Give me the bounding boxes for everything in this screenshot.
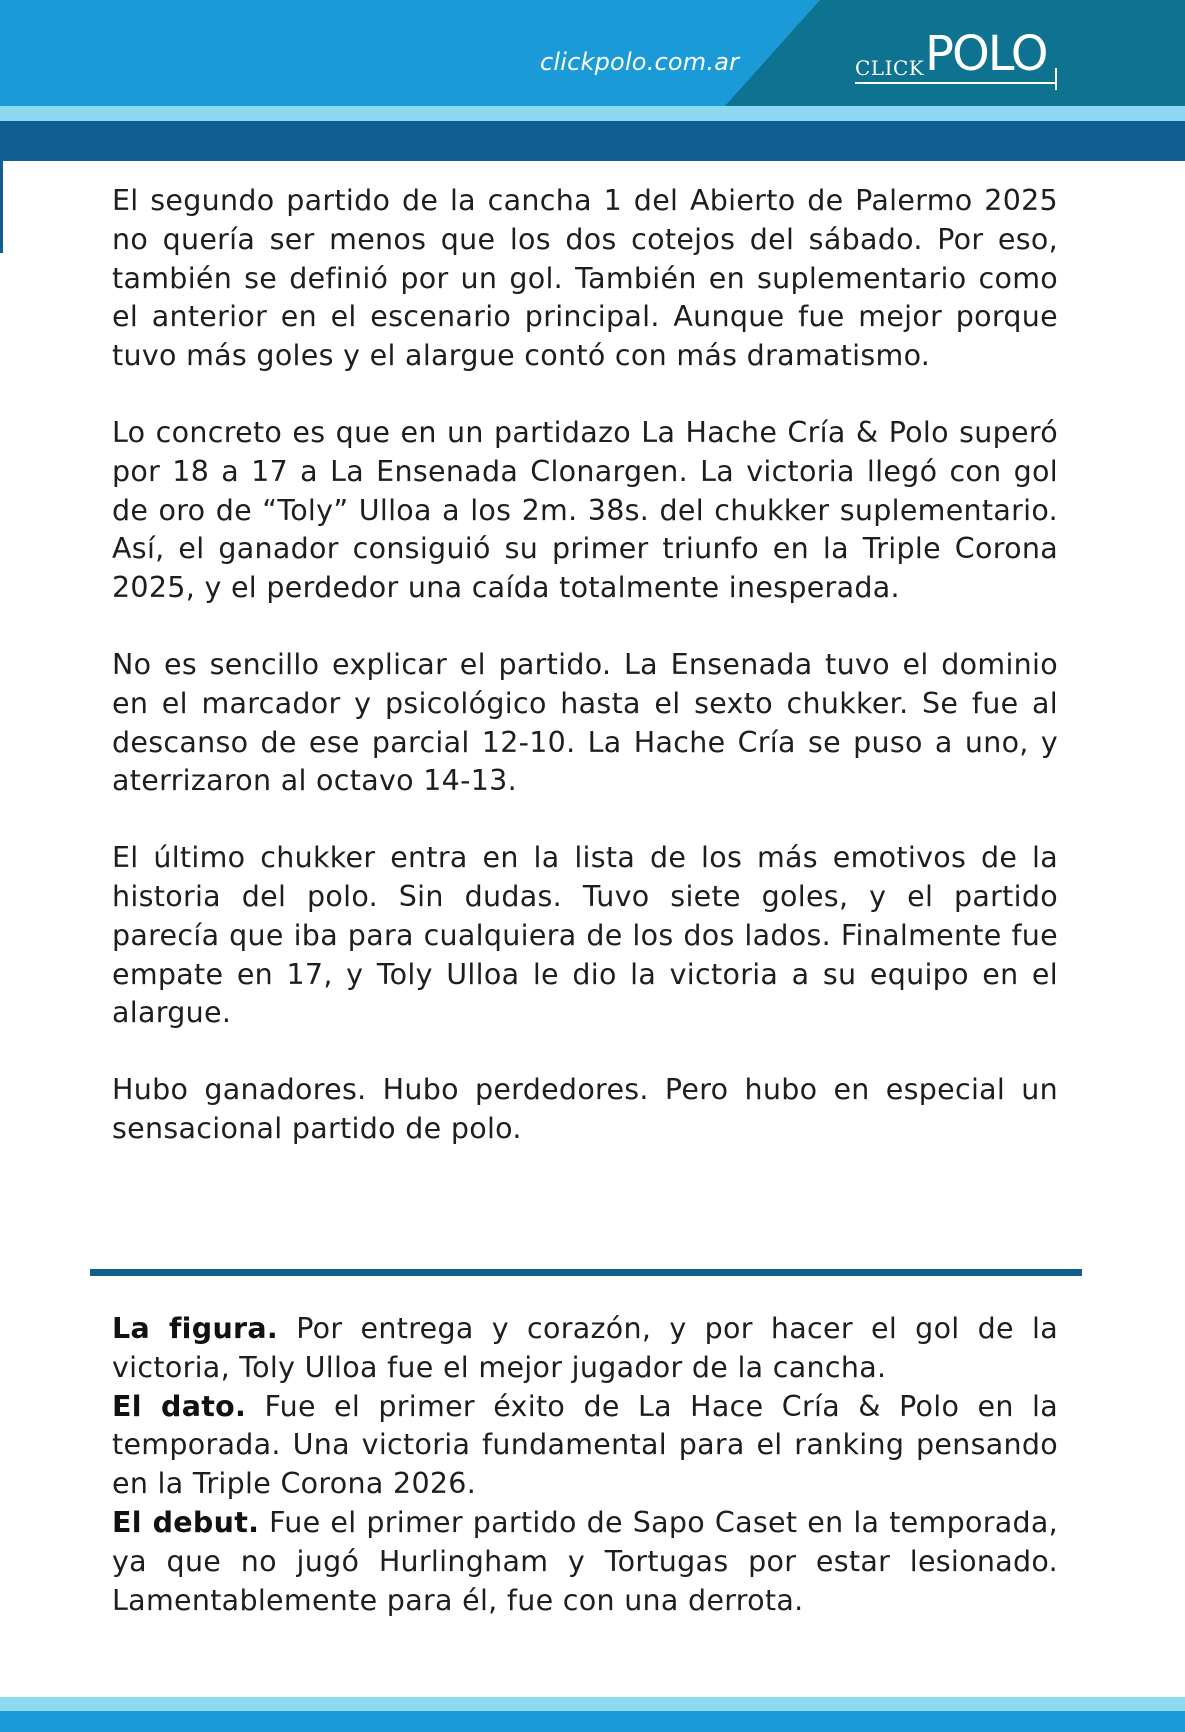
article-paragraph: El segundo partido de la cancha 1 del Abierto de Palermo 2025 no quería ser menos que los dos cotejos del sábado. Por eso, también se definió por un gol. También en suplementario como el anterior en el escenario principal. Aunque fue mejor porque tuvo más goles y el alargue contó con más dramatismo. xyxy=(112,184,1058,373)
highlight-figura xyxy=(112,1310,1058,1388)
article-body xyxy=(112,182,1058,1149)
highlight-dato xyxy=(112,1388,1058,1504)
article-paragraph: Hubo ganadores. Hubo perdedores. Pero hubo en especial un sensacional partido de polo. xyxy=(112,1073,1058,1145)
highlight-label: La figura. xyxy=(112,1312,279,1345)
footer-light-stripe xyxy=(0,1697,1185,1711)
highlight-label: El debut. xyxy=(112,1505,260,1539)
header-light-stripe xyxy=(0,106,1185,121)
logo-click-text: CLICK xyxy=(855,56,925,80)
footer-bar xyxy=(0,1711,1185,1732)
highlight-text: Fue el primer éxito de La Hace Cría & Polo en la temporada. Una victoria fundamental para el ranking pensando en la Triple Corona 2026. xyxy=(112,1389,1058,1501)
section-divider xyxy=(90,1269,1082,1276)
logo-mallet-stem xyxy=(1055,68,1057,90)
clickpolo-logo xyxy=(855,24,1065,94)
site-url-link[interactable]: clickpolo.com.ar xyxy=(540,48,740,76)
side-accent-mark xyxy=(0,161,3,253)
logo-underline xyxy=(855,82,925,84)
logo-polo-text: POLO xyxy=(925,26,1047,82)
highlight-debut xyxy=(112,1504,1058,1620)
highlights-section xyxy=(112,1310,1058,1620)
highlight-label: El dato. xyxy=(112,1389,247,1423)
highlight-text: Por entrega y corazón, y por hacer el gol de la victoria, Toly Ulloa fue el mejor jugador de la cancha. xyxy=(112,1312,1058,1384)
article-paragraph: Lo concreto es que en un partidazo La Hache Cría & Polo superó por 18 a 17 a La Ensenada Clonargen. La victoria llegó con gol de oro de “Toly” Ulloa a los 2m. 38s. del chukker suplementario. Así, el ganador consiguió su primer triunfo en la Triple Corona 2025, y el perdedor una caída totalmente inesperada. xyxy=(112,415,1058,605)
highlight-text: Fue el primer partido de Sapo Caset en la temporada, ya que no jugó Hurlingham y Tortugas por estar lesionado. Lamentablemente para él, fue con una derrota. xyxy=(112,1505,1058,1617)
article-paragraph: El último chukker entra en la lista de los más emotivos de la historia del polo. Sin dudas. Tuvo siete goles, y el partido parecía que iba para cualquiera de los dos lados. Finalmente fue empate en 17, y Toly Ulloa le dio la victoria a su equipo en el alargue. xyxy=(112,841,1058,1030)
logo-polo-underline xyxy=(925,82,1057,84)
header-navy-band xyxy=(0,121,1185,161)
article-paragraph: No es sencillo explicar el partido. La Ensenada tuvo el dominio en el marcador y psicológico hasta el sexto chukker. Se fue al descanso de ese parcial 12-10. La Hache Cría se puso a uno, y aterrizaron al octavo 14-13. xyxy=(112,647,1058,798)
